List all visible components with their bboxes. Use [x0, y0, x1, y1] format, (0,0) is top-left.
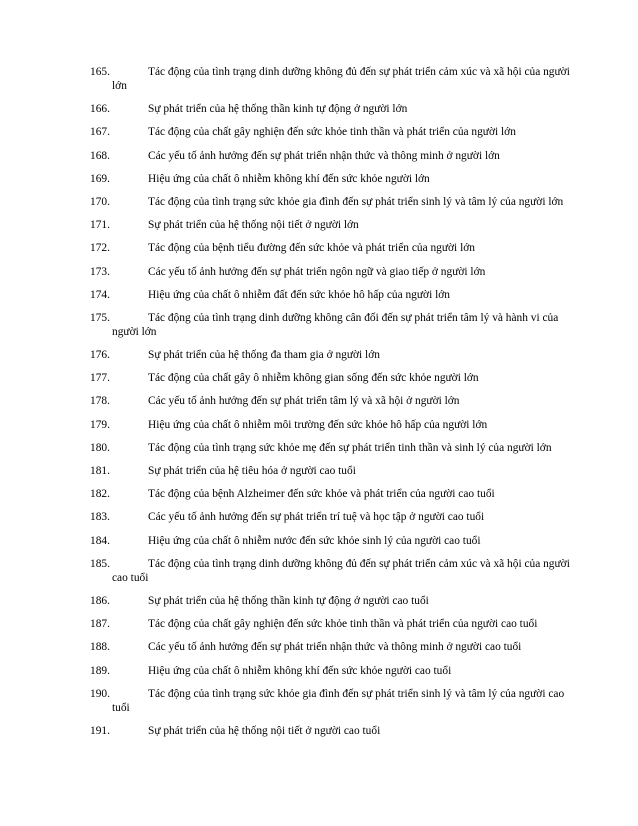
list-item — [90, 534, 570, 548]
item-number: 165. — [90, 66, 110, 78]
item-number: 178. — [90, 395, 110, 408]
item-text: Các yếu tố ảnh hưởng đến sự phát triển nhận thức và thông minh ở người lớn — [148, 149, 500, 162]
item-number: 187. — [90, 618, 110, 631]
list-item — [90, 557, 570, 585]
item-number: 184. — [90, 534, 110, 547]
item-text: Tác động của tình trạng dinh dưỡng không đủ đến sự phát triển cảm xúc và xã hội của người cao tuổi — [112, 557, 570, 584]
item-text: Hiệu ứng của chất ô nhiễm nước đến sức khỏe sinh lý của người cao tuổi — [148, 534, 481, 547]
list-item — [90, 102, 570, 116]
list-item — [90, 418, 570, 432]
item-text: Các yếu tố ảnh hưởng đến sự phát triển trí tuệ và học tập ở người cao tuổi — [148, 511, 485, 524]
item-text: Sự phát triển của hệ thống nội tiết ở người lớn — [148, 219, 359, 232]
item-text: Các yếu tố ảnh hưởng đến sự phát triển tâm lý và xã hội ở người lớn — [148, 395, 460, 408]
numbered-list — [90, 65, 570, 747]
item-number: 188. — [90, 641, 110, 654]
list-item — [90, 724, 570, 738]
item-text: Sự phát triển của hệ tiêu hóa ở người cao tuổi — [148, 465, 356, 477]
list-item — [90, 218, 570, 232]
list-item — [90, 664, 570, 678]
item-text: Tác động của bệnh Alzheimer đến sức khỏe và phát triển của người cao tuổi — [148, 488, 495, 501]
list-item — [90, 348, 570, 362]
item-text: Hiệu ứng của chất ô nhiễm đất đến sức khỏe hô hấp của người lớn — [148, 288, 450, 301]
list-item — [90, 241, 570, 255]
list-item — [90, 510, 570, 524]
item-text: Các yếu tố ảnh hưởng đến sự phát triển ngôn ngữ và giao tiếp ở người lớn — [148, 265, 486, 278]
item-number: 181. — [90, 465, 110, 477]
list-item — [90, 687, 570, 715]
item-number: 183. — [90, 511, 110, 524]
item-number: 180. — [90, 441, 110, 454]
item-text: Tác động của tình trạng dinh dưỡng không đủ đến sự phát triển cảm xúc và xã hội của người lớn — [112, 66, 570, 92]
list-item — [90, 172, 570, 186]
item-text: Các yếu tố ảnh hưởng đến sự phát triển nhận thức và thông minh ở người cao tuổi — [148, 641, 522, 654]
item-number: 176. — [90, 349, 110, 362]
list-item — [90, 464, 570, 478]
item-number: 185. — [90, 557, 110, 570]
item-number: 177. — [90, 372, 110, 385]
item-text: Hiệu ứng của chất ô nhiễm môi trường đến sức khỏe hô hấp của người lớn — [148, 418, 488, 431]
list-item — [90, 65, 570, 93]
item-text: Hiệu ứng của chất ô nhiễm không khí đến sức khỏe người lớn — [148, 172, 430, 185]
item-number: 182. — [90, 488, 110, 501]
item-text: Tác động của chất gây ô nhiễm không gian sống đến sức khỏe người lớn — [148, 372, 479, 385]
item-number: 171. — [90, 219, 110, 232]
list-item — [90, 617, 570, 631]
list-item — [90, 288, 570, 302]
item-text: Tác động của tình trạng dinh dưỡng không cân đối đến sự phát triển tâm lý và hành vi của người lớn — [112, 311, 559, 338]
item-text: Tác động của bệnh tiểu đường đến sức khỏe và phát triển của người lớn — [148, 242, 475, 255]
item-text: Sự phát triển của hệ thống thần kinh tự động ở người lớn — [148, 103, 408, 116]
item-number: 168. — [90, 149, 110, 162]
item-number: 170. — [90, 195, 110, 208]
item-number: 190. — [90, 687, 110, 700]
item-text: Tác động của tình trạng sức khỏe mẹ đến sự phát triển tinh thần và sinh lý của người lớn — [148, 441, 552, 454]
list-item — [90, 487, 570, 501]
list-item — [90, 441, 570, 455]
item-number: 172. — [90, 242, 110, 255]
list-item — [90, 265, 570, 279]
list-item — [90, 311, 570, 339]
list-item — [90, 149, 570, 163]
list-item — [90, 371, 570, 385]
item-number: 175. — [90, 311, 110, 324]
item-number: 166. — [90, 103, 110, 116]
item-number: 174. — [90, 288, 110, 301]
item-number: 179. — [90, 418, 110, 431]
item-text: Hiệu ứng của chất ô nhiễm không khí đến sức khỏe người cao tuổi — [148, 664, 452, 677]
item-number: 169. — [90, 172, 110, 185]
list-item — [90, 594, 570, 608]
list-item — [90, 640, 570, 654]
item-text: Tác động của chất gây nghiện đến sức khỏe tinh thần và phát triển của người cao tuổi — [148, 618, 538, 631]
item-text: Sự phát triển của hệ thống nội tiết ở người cao tuổi — [148, 724, 381, 737]
item-number: 186. — [90, 594, 110, 607]
item-text: Sự phát triển của hệ thống thần kinh tự động ở người cao tuổi — [148, 594, 429, 607]
item-number: 189. — [90, 664, 110, 677]
item-number: 191. — [90, 724, 110, 737]
item-number: 167. — [90, 126, 110, 139]
item-text: Tác động của tình trạng sức khỏe gia đình đến sự phát triển sinh lý và tâm lý của người lớn — [148, 195, 564, 208]
item-text: Sự phát triển của hệ thống đa tham gia ở người lớn — [148, 349, 380, 362]
item-text: Tác động của tình trạng sức khỏe gia đình đến sự phát triển sinh lý và tâm lý của người cao tuổi — [112, 687, 565, 714]
list-item — [90, 195, 570, 209]
item-text: Tác động của chất gây nghiện đến sức khỏe tinh thần và phát triển của người lớn — [148, 126, 516, 139]
item-number: 173. — [90, 265, 110, 278]
list-item — [90, 394, 570, 408]
list-item — [90, 125, 570, 139]
